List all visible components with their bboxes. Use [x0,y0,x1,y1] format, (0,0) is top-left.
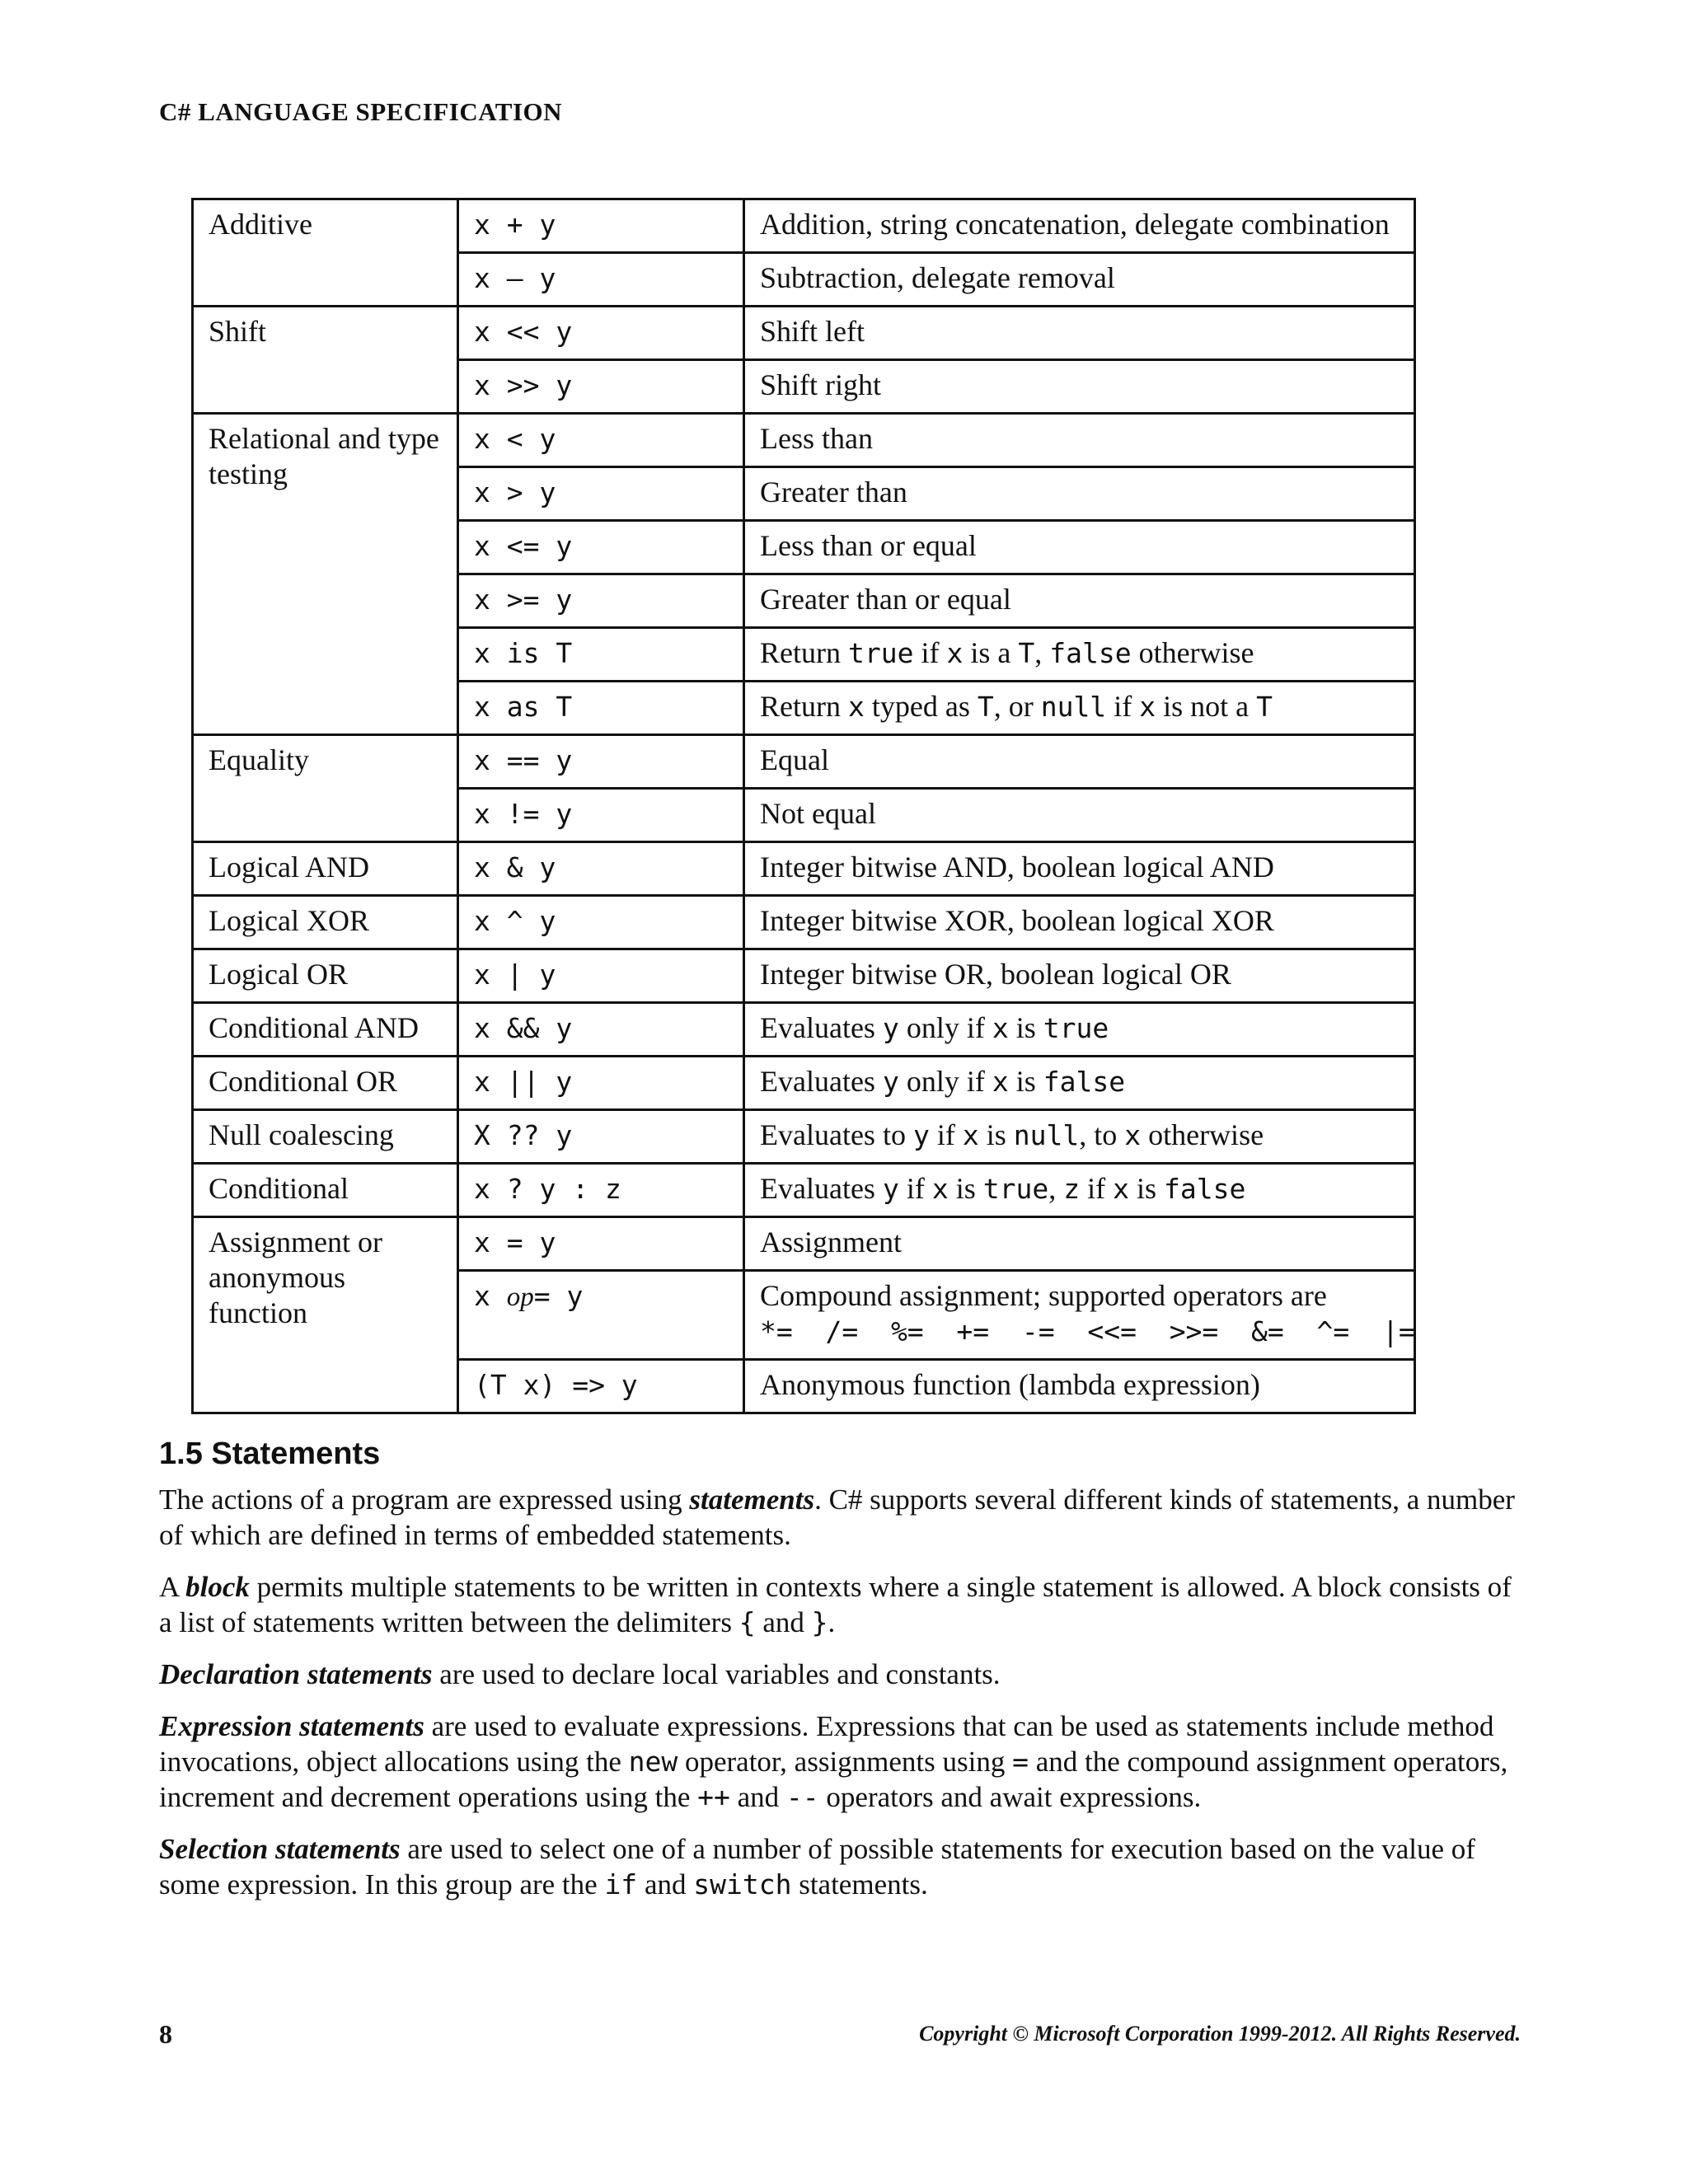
term: block [185,1571,250,1603]
category-cell: Null coalescing [193,1110,458,1164]
statements-section [159,1434,1527,1919]
description-cell [744,1271,1415,1360]
category-cell: Logical XOR [193,896,458,949]
desc-text: Return [760,636,848,669]
desc-code: y [882,1173,899,1205]
code: if [604,1868,638,1900]
paragraph [159,1831,1527,1902]
description-cell: Not equal [744,789,1415,842]
text: . C# supports several different kinds of statements, a number of which are defined in terms of embedded statements. [159,1483,1515,1551]
desc-code: x [1139,691,1156,723]
desc-text: is [978,1118,1014,1151]
desc-text: is [1008,1065,1043,1098]
code: } [811,1606,828,1638]
term: Selection statements [159,1833,401,1865]
desc-code: true [982,1173,1049,1205]
desc-code: T [1018,637,1035,669]
description-cell: Greater than or equal [744,574,1415,628]
desc-text: is [948,1172,983,1205]
desc-text: , to [1079,1118,1125,1151]
desc-code: x [931,1173,949,1205]
text: operator, assignments using [678,1746,1013,1778]
expression-cell: x is T [458,628,744,682]
desc-code: null [1013,1119,1080,1151]
description-cell: Integer bitwise XOR, boolean logical XOR [744,896,1415,949]
description-cell: Less than [744,414,1415,467]
desc-text: Compound assignment; supported operators are [760,1279,1327,1312]
desc-text: is [1128,1172,1164,1205]
text: are used to declare local variables and constants. [432,1658,1001,1690]
table-row [193,735,1415,789]
desc-text: , [1034,636,1050,669]
expression-cell: x ? y : z [458,1164,744,1217]
expression-cell: x + y [458,199,744,253]
desc-text: only if [898,1011,992,1044]
category-cell: Additive [193,199,458,307]
paragraph [159,1657,1527,1692]
paragraph [159,1482,1527,1553]
expression-cell: x << y [458,307,744,360]
desc-text: typed as [864,690,978,723]
description-cell: Greater than [744,467,1415,521]
category-cell: Relational and type testing [193,414,458,735]
expression-cell: x && y [458,1003,744,1057]
table-row [193,414,1415,467]
description-cell: Less than or equal [744,521,1415,574]
desc-text: if [1106,690,1140,723]
text: operators and await expressions. [818,1781,1202,1813]
table-row [193,1057,1415,1110]
copyright-notice: Copyright © Microsoft Corporation 1999-2012. All Rights Reserved. [919,2022,1521,2046]
text: . [828,1606,836,1638]
description-cell [744,1110,1415,1164]
code: = [1012,1746,1029,1778]
desc-code: x [946,637,964,669]
operator-table [191,198,1416,1414]
category-cell: Conditional [193,1164,458,1217]
expression-cell: x <= y [458,521,744,574]
desc-code: null [1040,691,1107,723]
table-row [193,1217,1415,1271]
term: statements [689,1483,815,1516]
desc-code: T [977,691,994,723]
desc-code: y [882,1012,899,1044]
desc-code: x [1124,1119,1142,1151]
desc-text: Evaluates [760,1172,883,1205]
desc-code: false [1049,637,1132,669]
desc-code: x [992,1012,1009,1044]
code: new [628,1746,678,1778]
expression-cell: x = y [458,1217,744,1271]
desc-text: , or [993,690,1041,723]
category-cell: Shift [193,307,458,414]
expr-text: = y [533,1280,584,1312]
table-row [193,1003,1415,1057]
desc-code: false [1043,1066,1126,1098]
expression-cell: x || y [458,1057,744,1110]
desc-text: Evaluates to [760,1118,913,1151]
desc-text: , [1048,1172,1064,1205]
desc-code: false [1163,1173,1246,1205]
desc-text: if [898,1172,932,1205]
text: A [159,1571,186,1603]
desc-code: z [1063,1173,1081,1205]
expression-cell: x ^ y [458,896,744,949]
text: are used to evaluate expressions. Expressions that can be used as statements include method invocations, object allocations using the [159,1710,1494,1778]
description-cell: Addition, string concatenation, delegate combination [744,199,1415,253]
desc-code: x [992,1066,1009,1098]
desc-code: x [962,1119,979,1151]
description-cell: Subtraction, delegate removal [744,253,1415,307]
paragraph [159,1569,1527,1640]
text: are used to select one of a number of possible statements for execution based on the value of some expression. In this group are the [159,1833,1475,1900]
expression-cell: x >= y [458,574,744,628]
expression-cell: (T x) => y [458,1360,744,1413]
expression-cell: x & y [458,842,744,896]
desc-operator-list: *= /= %= += -= <<= >>= &= ^= |= [760,1315,1415,1347]
desc-code: y [882,1066,899,1098]
page-number: 8 [159,2019,172,2049]
category-cell: Conditional AND [193,1003,458,1057]
paragraph [159,1708,1527,1815]
expression-cell: x < y [458,414,744,467]
description-cell: Shift left [744,307,1415,360]
term: Expression statements [159,1710,424,1742]
expression-cell [458,1271,744,1360]
desc-code: x [847,691,865,723]
desc-text: otherwise [1141,1118,1264,1151]
desc-text: if [913,636,947,669]
text: permits multiple statements to be written in contexts where a single statement is allowed. A block consists of a list of statements written between the delimiters [159,1571,1512,1638]
text: and [729,1781,786,1813]
description-cell: Anonymous function (lambda expression) [744,1360,1415,1413]
code: { [738,1606,756,1638]
description-cell: Integer bitwise AND, boolean logical AND [744,842,1415,896]
text: and [755,1606,812,1638]
description-cell: Integer bitwise OR, boolean logical OR [744,949,1415,1003]
expr-op-italic: op [506,1282,534,1312]
text: and the compound assignment operators, increment and decrement operations using the [159,1746,1508,1813]
description-cell [744,1003,1415,1057]
desc-text: if [1080,1172,1114,1205]
page-header-title: C# LANGUAGE SPECIFICATION [159,97,563,126]
code: -- [785,1781,819,1813]
desc-text: if [929,1118,963,1151]
text: The actions of a program are expressed using [159,1483,690,1516]
desc-code: x [1113,1173,1129,1205]
desc-text: is [1008,1011,1043,1044]
category-cell: Assignment or anonymous function [193,1217,458,1413]
expression-cell: x | y [458,949,744,1003]
desc-text: is not a [1156,690,1257,723]
table-row [193,949,1415,1003]
desc-text: is a [963,636,1019,669]
description-cell: Assignment [744,1217,1415,1271]
code: switch [693,1868,792,1900]
text: and [637,1868,694,1900]
term: Declaration statements [159,1658,433,1690]
description-cell [744,1057,1415,1110]
category-cell: Equality [193,735,458,842]
desc-text: Return [760,690,848,723]
desc-code: true [1043,1012,1109,1044]
description-cell: Equal [744,735,1415,789]
table-row [193,896,1415,949]
desc-code: T [1256,691,1273,723]
expression-cell: x > y [458,467,744,521]
desc-code: y [912,1119,930,1151]
text: statements. [791,1868,928,1900]
expression-cell: x – y [458,253,744,307]
table-row [193,1164,1415,1217]
expression-cell: x as T [458,682,744,735]
expression-cell: X ?? y [458,1110,744,1164]
desc-text: otherwise [1131,636,1254,669]
expr-text: x [474,1280,507,1312]
description-cell [744,1164,1415,1217]
category-cell: Logical OR [193,949,458,1003]
desc-text: Evaluates [760,1011,883,1044]
desc-code: true [847,637,914,669]
desc-text: only if [898,1065,992,1098]
table-row [193,307,1415,360]
table-row [193,842,1415,896]
desc-text: Evaluates [760,1065,883,1098]
table-row [193,1110,1415,1164]
description-cell: Shift right [744,360,1415,414]
expression-cell: x == y [458,735,744,789]
code: ++ [697,1781,730,1813]
expression-cell: x != y [458,789,744,842]
category-cell: Conditional OR [193,1057,458,1110]
table-row [193,199,1415,253]
description-cell [744,682,1415,735]
expression-cell: x >> y [458,360,744,414]
description-cell [744,628,1415,682]
category-cell: Logical AND [193,842,458,896]
section-heading: 1.5 Statements [159,1436,381,1471]
